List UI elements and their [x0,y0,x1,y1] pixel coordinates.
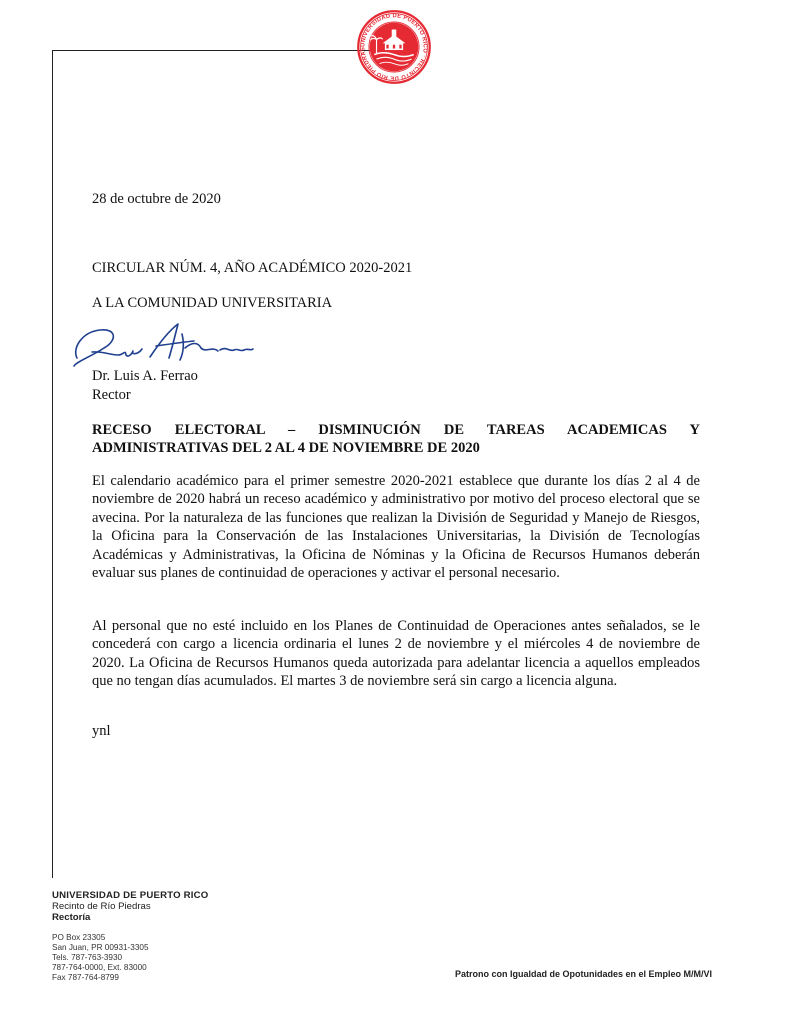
footer-campus: Recinto de Río Piedras [52,901,151,912]
footer-org-name: UNIVERSIDAD DE PUERTO RICO [52,890,209,901]
address-line: PO Box 23305 [52,933,106,942]
equal-opportunity-statement: Patrono con Igualdad de Opotunidades en el Empleo M/M/VI [455,969,713,979]
handwritten-signature [70,318,260,370]
footer-address-block [52,890,208,983]
signer-name: Dr. Luis A. Ferrao [92,368,198,384]
addressee: A LA COMUNIDAD UNIVERSITARIA [92,295,333,311]
letter-subject: RECESO ELECTORAL – DISMINUCIÓN DE TAREAS ACADEMICAS Y ADMINISTRATIVAS DEL 2 AL 4 DE NOVIEMBRE DE 2020 [92,422,700,457]
body-paragraph: Al personal que no esté incluido en los Planes de Continuidad de Operaciones antes señalados, se le concederá con cargo a licencia ordinaria el lunes 2 de noviembre y el miércoles 4 de noviembre de 2020. La Oficina de Recursos Humanos queda autorizada para adelantar licencia a aquellos empleados que no tengan días acumulados. El martes 3 de noviembre será sin cargo a licencia alguna. [92,618,700,690]
phone-line: 787-764-0000, Ext. 83000 [52,963,147,972]
circular-number: CIRCULAR NÚM. 4, AÑO ACADÉMICO 2020-2021 [92,260,413,276]
seal-ring-text: UNIVERSIDAD DE PUERTO RICO · RECINTO DE RÍO PIEDRAS [360,13,428,81]
frame-left-rule [52,50,53,878]
footer-contact [52,933,208,983]
body-paragraph: El calendario académico para el primer semestre 2020-2021 establece que durante los días 2 al 4 de noviembre de 2020 habrá un receso académico y administrativo por motivo del proceso electoral que se avecina. Por la naturaleza de las funciones que realizan la División de Seguridad y Manejo de Riesgos, la Oficina para la Conservación de las Instalaciones Universitarias, la División de Tecnologías Académicas y Administrativas, la Oficina de Nóminas y la Oficina de Recursos Humanos deberán evaluar sus planes de continuidad de operaciones y activar el personal necesario. [92,473,700,582]
signer-title: Rector [92,387,131,403]
letter-date: 28 de octubre de 2020 [92,191,221,207]
typist-initials: ynl [92,723,111,739]
university-seal-logo [356,9,432,85]
footer-office: Rectoría [52,912,91,923]
frame-top-rule [52,50,372,51]
address-line: San Juan, PR 00931-3305 [52,943,149,952]
fax-line: Fax 787-764-8799 [52,973,119,982]
phone-line: Tels. 787-763-3930 [52,953,123,962]
